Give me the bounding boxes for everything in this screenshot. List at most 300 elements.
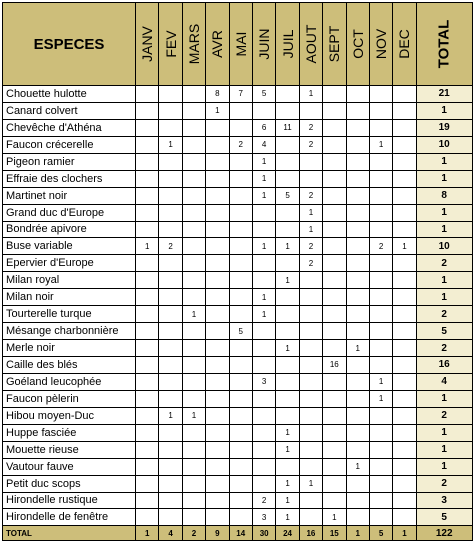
month-count-cell [393,153,416,170]
month-count-cell [393,323,416,340]
month-count-cell [159,357,182,374]
month-count-cell [346,306,369,323]
month-count-cell [136,170,159,187]
species-name: Caille des blés [3,357,136,374]
month-count-cell [252,340,275,357]
month-count-cell [323,119,346,136]
row-total-cell: 2 [416,407,472,424]
month-count-cell [229,306,252,323]
month-count-cell [369,289,392,306]
month-count-cell [229,204,252,221]
month-header-label: JUIN [256,28,273,60]
row-total-cell: 10 [416,136,472,153]
month-count-cell [346,441,369,458]
month-count-cell [182,221,205,238]
month-count-cell [252,390,275,407]
month-count-cell [346,170,369,187]
month-count-cell [136,221,159,238]
month-count-cell [159,340,182,357]
month-count-cell [369,441,392,458]
month-count-cell: 1 [276,475,299,492]
table-row [3,255,473,272]
row-total-cell: 1 [416,289,472,306]
month-count-cell [206,272,229,289]
row-total-cell: 1 [416,458,472,475]
month-count-cell [229,272,252,289]
row-total-cell: 8 [416,187,472,204]
species-name: Vautour fauve [3,458,136,475]
month-column-header [276,3,299,86]
month-count-cell [299,289,322,306]
footer-month-total: 1 [393,526,416,541]
month-count-cell: 1 [159,407,182,424]
row-total-cell: 16 [416,357,472,374]
month-column-header [323,3,346,86]
month-count-cell [276,289,299,306]
month-count-cell [182,509,205,526]
month-count-cell [299,272,322,289]
month-count-cell [393,306,416,323]
month-count-cell: 1 [252,187,275,204]
month-count-cell [229,119,252,136]
month-count-cell: 1 [252,170,275,187]
month-count-cell [323,187,346,204]
month-count-cell [393,289,416,306]
month-count-cell [276,306,299,323]
month-count-cell [159,86,182,103]
row-total-cell: 1 [416,272,472,289]
month-count-cell [136,136,159,153]
month-count-cell: 1 [346,458,369,475]
month-count-cell [182,373,205,390]
month-count-cell [159,187,182,204]
month-count-cell: 1 [369,390,392,407]
month-count-cell [229,424,252,441]
species-name: Tourterelle turque [3,306,136,323]
month-count-cell: 1 [393,238,416,255]
month-count-cell [323,170,346,187]
species-name: Hirondelle de fenêtre [3,509,136,526]
row-total-cell: 5 [416,323,472,340]
species-name: Grand duc d'Europe [3,204,136,221]
month-count-cell [323,424,346,441]
row-total-cell: 2 [416,306,472,323]
month-header-label: SEPT [326,25,343,63]
month-count-cell: 1 [299,204,322,221]
month-count-cell [346,357,369,374]
month-count-cell [136,509,159,526]
month-count-cell [136,187,159,204]
month-count-cell: 1 [276,424,299,441]
month-count-cell [323,221,346,238]
month-count-cell [393,407,416,424]
month-count-cell [136,373,159,390]
month-count-cell [369,255,392,272]
month-count-cell: 1 [346,340,369,357]
month-column-header [206,3,229,86]
month-count-cell [299,509,322,526]
month-count-cell [276,221,299,238]
month-count-cell [369,458,392,475]
month-count-cell [323,458,346,475]
month-count-cell [159,475,182,492]
month-count-cell [136,119,159,136]
table-row [3,323,473,340]
row-total-cell: 1 [416,390,472,407]
month-count-cell [346,238,369,255]
month-count-cell [229,475,252,492]
species-name: Huppe fasciée [3,424,136,441]
month-count-cell [369,407,392,424]
month-count-cell: 2 [299,187,322,204]
month-count-cell [159,170,182,187]
month-count-cell [182,119,205,136]
month-count-cell [206,357,229,374]
month-count-cell [393,255,416,272]
month-count-cell [252,272,275,289]
month-count-cell [323,390,346,407]
month-count-cell [206,170,229,187]
month-count-cell [159,119,182,136]
month-count-cell: 1 [276,238,299,255]
month-count-cell [252,357,275,374]
month-count-cell [323,102,346,119]
month-count-cell [299,373,322,390]
month-count-cell [182,102,205,119]
month-count-cell [252,424,275,441]
month-count-cell [182,170,205,187]
month-count-cell [276,204,299,221]
month-count-cell: 8 [206,86,229,103]
month-count-cell [229,492,252,509]
table-footer [3,526,473,541]
month-count-cell [229,255,252,272]
table-row [3,340,473,357]
month-count-cell [299,153,322,170]
month-count-cell [229,102,252,119]
month-count-cell [206,340,229,357]
month-count-cell [182,204,205,221]
footer-month-total: 1 [136,526,159,541]
month-count-cell [276,153,299,170]
month-count-cell [182,238,205,255]
month-count-cell: 1 [299,475,322,492]
month-count-cell [136,492,159,509]
month-count-cell [136,407,159,424]
month-count-cell [346,272,369,289]
month-count-cell [229,238,252,255]
footer-month-total: 5 [369,526,392,541]
species-name: Buse variable [3,238,136,255]
month-count-cell [369,187,392,204]
month-count-cell [182,340,205,357]
month-count-cell [393,187,416,204]
species-name: Milan noir [3,289,136,306]
footer-total-label: TOTAL [3,526,136,541]
month-count-cell [136,340,159,357]
month-count-cell [206,509,229,526]
species-name: Goéland leucophée [3,373,136,390]
species-name: Faucon crécerelle [3,136,136,153]
month-count-cell [299,424,322,441]
month-count-cell [299,357,322,374]
month-count-cell [136,458,159,475]
month-count-cell [206,238,229,255]
month-count-cell [323,255,346,272]
month-count-cell [159,323,182,340]
table-row [3,509,473,526]
month-count-cell [323,272,346,289]
month-count-cell [206,204,229,221]
month-count-cell [206,390,229,407]
table-row [3,441,473,458]
month-count-cell [346,407,369,424]
month-count-cell: 1 [299,221,322,238]
table-row [3,204,473,221]
row-total-cell: 1 [416,102,472,119]
row-total-cell: 2 [416,255,472,272]
table-row [3,289,473,306]
month-count-cell [182,323,205,340]
month-count-cell [252,204,275,221]
month-count-cell [346,255,369,272]
row-total-cell: 2 [416,340,472,357]
month-count-cell [369,102,392,119]
month-count-cell [346,323,369,340]
month-count-cell [229,153,252,170]
month-count-cell [393,441,416,458]
month-column-header [159,3,182,86]
month-count-cell [369,509,392,526]
month-count-cell [276,458,299,475]
month-count-cell [323,373,346,390]
month-count-cell [159,492,182,509]
species-name: Bondrée apivore [3,221,136,238]
month-count-cell [159,424,182,441]
month-count-cell [369,306,392,323]
month-count-cell [159,153,182,170]
month-count-cell [393,119,416,136]
month-count-cell: 1 [252,238,275,255]
month-count-cell [159,373,182,390]
month-count-cell [393,357,416,374]
month-count-cell [393,475,416,492]
month-count-cell [206,306,229,323]
month-count-cell [159,390,182,407]
table-row [3,238,473,255]
species-column-header: ESPECES [3,3,136,86]
month-count-cell [346,390,369,407]
month-count-cell [229,357,252,374]
month-count-cell [136,86,159,103]
month-count-cell [346,119,369,136]
month-count-cell [346,509,369,526]
month-count-cell: 2 [252,492,275,509]
month-count-cell [206,136,229,153]
month-count-cell [346,289,369,306]
month-count-cell [182,153,205,170]
month-count-cell [346,136,369,153]
month-count-cell [393,170,416,187]
month-count-cell [206,323,229,340]
month-count-cell [182,289,205,306]
table-row [3,424,473,441]
table-row [3,407,473,424]
month-count-cell [393,509,416,526]
table-body [3,86,473,526]
month-count-cell [369,475,392,492]
month-count-cell [299,492,322,509]
month-count-cell [206,492,229,509]
row-total-cell: 4 [416,373,472,390]
month-count-cell [136,306,159,323]
month-count-cell [136,255,159,272]
month-header-label: FEV [162,30,179,58]
month-count-cell [206,424,229,441]
footer-month-total: 2 [182,526,205,541]
month-count-cell [346,86,369,103]
month-count-cell [276,136,299,153]
month-count-cell: 1 [159,136,182,153]
total-column-header [416,3,472,86]
month-column-header [369,3,392,86]
month-count-cell [252,407,275,424]
month-count-cell [369,221,392,238]
month-count-cell: 3 [252,509,275,526]
row-total-cell: 1 [416,424,472,441]
month-count-cell [369,86,392,103]
month-count-cell [136,289,159,306]
month-count-cell: 2 [299,136,322,153]
month-count-cell [299,323,322,340]
month-count-cell [136,102,159,119]
species-name: Milan royal [3,272,136,289]
month-count-cell [346,153,369,170]
row-total-cell: 10 [416,238,472,255]
month-count-cell [229,340,252,357]
month-count-cell [206,153,229,170]
month-count-cell [182,475,205,492]
month-count-cell [299,306,322,323]
table-row [3,187,473,204]
month-count-cell: 1 [252,306,275,323]
month-count-cell [369,170,392,187]
table-header [3,3,473,86]
species-name: Petit duc scops [3,475,136,492]
month-count-cell: 1 [136,238,159,255]
month-count-cell [206,441,229,458]
month-count-cell [229,373,252,390]
month-count-cell: 1 [252,153,275,170]
month-count-cell [323,340,346,357]
month-count-cell [276,407,299,424]
row-total-cell: 21 [416,86,472,103]
table-row [3,86,473,103]
month-count-cell [182,86,205,103]
month-count-cell [393,221,416,238]
month-count-cell: 6 [252,119,275,136]
month-count-cell [182,492,205,509]
month-count-cell [136,475,159,492]
month-count-cell [229,221,252,238]
month-count-cell [323,323,346,340]
table-row [3,306,473,323]
month-count-cell [323,289,346,306]
month-count-cell [393,492,416,509]
month-count-cell [393,424,416,441]
row-total-cell: 2 [416,475,472,492]
month-count-cell [252,102,275,119]
species-name: Effraie des clochers [3,170,136,187]
footer-month-total: 9 [206,526,229,541]
row-total-cell: 1 [416,204,472,221]
month-count-cell [252,323,275,340]
month-count-cell [136,204,159,221]
footer-month-total: 16 [299,526,322,541]
month-count-cell [206,255,229,272]
month-column-header [182,3,205,86]
month-count-cell [346,204,369,221]
month-count-cell: 2 [299,119,322,136]
month-count-cell [159,441,182,458]
table-row [3,170,473,187]
month-count-cell [229,289,252,306]
month-count-cell: 11 [276,119,299,136]
month-count-cell: 3 [252,373,275,390]
species-name: Chouette hulotte [3,86,136,103]
species-name: Mouette rieuse [3,441,136,458]
month-count-cell [252,441,275,458]
month-count-cell [159,272,182,289]
species-name: Hibou moyen-Duc [3,407,136,424]
table-row [3,272,473,289]
month-count-cell: 16 [323,357,346,374]
month-count-cell [276,373,299,390]
month-count-cell [252,255,275,272]
month-count-cell [276,102,299,119]
month-count-cell [159,204,182,221]
footer-total-row [3,526,473,541]
month-count-cell [136,323,159,340]
month-count-cell [323,407,346,424]
month-count-cell [393,390,416,407]
month-count-cell [346,492,369,509]
footer-month-total: 14 [229,526,252,541]
table-row [3,390,473,407]
month-count-cell [346,373,369,390]
table-row [3,221,473,238]
footer-month-total: 15 [323,526,346,541]
month-count-cell [182,357,205,374]
month-count-cell [229,170,252,187]
month-count-cell [323,86,346,103]
month-count-cell [182,458,205,475]
month-column-header [346,3,369,86]
month-count-cell [323,306,346,323]
month-count-cell [136,153,159,170]
month-count-cell [369,153,392,170]
month-count-cell [206,458,229,475]
month-count-cell [136,390,159,407]
month-count-cell [182,136,205,153]
month-count-cell [369,340,392,357]
month-column-header [252,3,275,86]
month-count-cell [299,458,322,475]
month-count-cell: 1 [369,373,392,390]
month-count-cell [206,475,229,492]
month-count-cell: 1 [299,86,322,103]
month-count-cell [323,492,346,509]
